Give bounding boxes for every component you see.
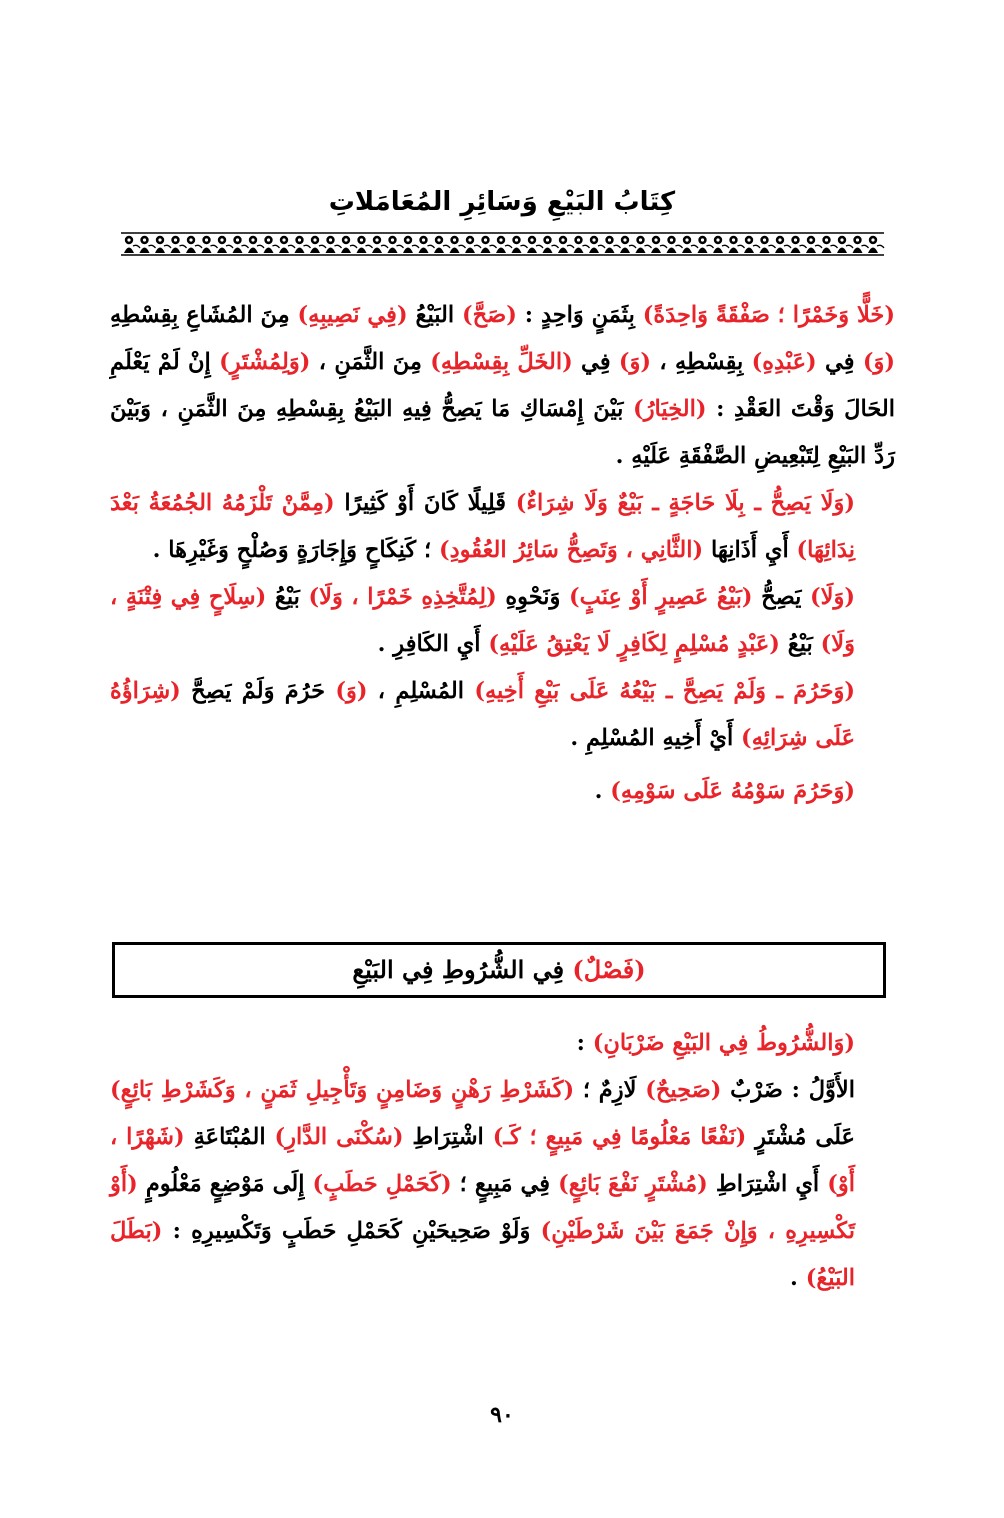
body-text: بَيْعُ [779,631,821,657]
highlighted-text: (وَ) [335,678,368,704]
highlighted-text: (وَ) [862,349,896,375]
highlighted-text: (بَطَلَ البَيْعُ) [110,1218,855,1291]
highlighted-text: (وَلَا) [810,584,855,610]
highlighted-text: (وَلَا يَصِحُّ ـ بِلَا حَاجَةٍ ـ بَيْعٌ وَلَا شِرَاءٌ) [515,490,855,516]
body-text: فِي [572,349,619,375]
body-text: مِنَ الثَّمَنِ ، [310,349,431,375]
body-text: إِنْ لَمْ يَعْلَمِ الحَالَ وَقْتَ العَقْدِ : [110,349,895,422]
body-text: البَيْعُ [407,302,462,328]
paragraph [110,668,895,762]
highlighted-text: (سُكْنَى الدَّارِ) [274,1124,404,1150]
body-text: بِثَمَنٍ وَاحِدٍ : [516,302,643,328]
page-number: ٩٠ [490,1402,514,1428]
highlighted-text: (فِي نَصِيبِهِ) [297,302,408,328]
body-text: أَيِ أَذَانِهَا [703,537,797,563]
floral-border-icon [115,228,890,260]
paragraph [110,1067,895,1302]
paragraph [110,292,895,480]
highlighted-text: (مِمَّنْ تَلْزَمُهُ الجُمُعَةُ بَعْدَ نِدَائِهَا) [110,490,855,563]
body-text: وَلَوْ صَحِيحَيْنِ كَحَمْلِ حَطَبٍ وَتَكْسِيرِهِ : [162,1218,541,1244]
section-heading-title: فِي الشُّرُوطِ فِي البَيْعِ [352,955,573,984]
section-heading-box [112,942,886,998]
paragraph [110,1020,895,1067]
highlighted-text: (صَحِيحٌ) [645,1077,722,1103]
body-text: عَلَى مُشْتَرٍ [746,1124,855,1150]
body-text: فِي [816,349,863,375]
body-text: وَنَحْوِهِ [496,584,569,610]
body-text: أَيِ اشْتِرَاطِ [707,1171,828,1197]
highlighted-text: (وَحَرُمَ سَوْمُهُ عَلَى سَوْمِهِ) [610,778,855,804]
highlighted-text: (الخَلِّ بِقِسْطِهِ) [430,349,573,375]
body-text: اشْتِرَاطِ [403,1124,493,1150]
highlighted-text: (سِلَاحٍ فِي فِتْنَةٍ ، وَلَا) [110,584,855,657]
body-text: : [576,1030,593,1056]
paragraph [110,574,895,668]
body-text: فِي مَبِيعٍ ؛ [451,1171,559,1197]
body-text: إِلَى مَوْضِعٍ مَعْلُومٍ [137,1171,313,1197]
highlighted-text: (مُشْتَرٍ نَفْعَ بَائِعٍ) [558,1171,708,1197]
highlighted-text: (صَحَّ) [462,302,517,328]
body-text: لَازِمٌ ؛ [574,1077,646,1103]
section-heading-label: (فَصْلٌ) [572,955,646,984]
highlighted-text: (وَالشُّرُوطُ فِي البَيْعِ ضَرْبَانِ) [592,1030,855,1056]
highlighted-text: (نَفْعًا مَعْلُومًا فِي مَبِيعٍ ؛ كَـ) [492,1124,747,1150]
body-text: بَيْعُ [266,584,309,610]
highlighted-text: (الخِيَارُ) [633,396,707,422]
body-text: أَيْ أَخِيهِ المُسْلِمِ . [570,725,742,751]
highlighted-text: (شِرَاؤُهُ عَلَى شِرَائِهِ) [110,678,855,751]
body-text: أَيِ الكَافِرِ . [377,631,489,657]
page-header-title: كِتَابُ البَيْعِ وَسَائِرِ المُعَامَلاتِ [328,187,676,217]
body-text: . [790,1265,806,1291]
body-text: . [594,778,611,804]
highlighted-text: (أَوْ تَكْسِيرِهِ ، وَإِنْ جَمَعَ بَيْنَ شَرْطَيْنِ) [110,1171,855,1244]
highlighted-text: (كَحَمْلِ حَطَبٍ) [312,1171,452,1197]
paragraph [110,480,895,574]
text-block-main [110,292,895,815]
body-text: المُبْتَاعَةِ [184,1124,275,1150]
body-text: مِنَ المُشَاعِ بِقِسْطِهِ [110,302,298,328]
highlighted-text: (شَهْرًا ، أَوْ) [110,1124,856,1197]
body-text: المُسْلِمِ ، [367,678,475,704]
highlighted-text: (لِمُتَّخِذِهِ خَمْرًا ، وَلَا) [308,584,497,610]
body-text: بِقِسْطِهِ ، [651,349,752,375]
body-text: قَلِيلًا كَانَ أَوْ كَثِيرًا [334,490,516,516]
body-text: ؛ كَنِكَاحٍ وَإِجَارَةٍ وَصُلْحٍ وَغَيْرِهَا . [152,537,439,563]
highlighted-text: (وَ) [618,349,652,375]
paragraph [110,768,895,815]
highlighted-text: (كَشَرْطِ رَهْنٍ وَضَامِنٍ وَتَأْجِيلِ ثَمَنٍ ، وَكَشَرْطِ بَائِعٍ) [110,1077,575,1103]
body-text: حَرُمَ وَلَمْ يَصِحَّ [180,678,336,704]
highlighted-text: (عَبْدِهِ) [751,349,817,375]
highlighted-text: (خَلًّا وَخَمْرًا ؛ صَفْقَةً وَاحِدَةً) [642,302,895,328]
highlighted-text: (بَيْعُ عَصِيرٍ أَوْ عِنَبٍ) [568,584,753,610]
body-text: بَيْنَ إِمْسَاكِ مَا يَصِحُّ فِيهِ البَيْعُ بِقِسْطِهِ مِنَ الثَّمَنِ ، وَبَيْنَ رَدِّ البَيْعِ لِتَبْعِيضِ الصَّفْقَةِ عَلَيْهِ . [110,396,895,469]
text-block-section [110,1020,895,1302]
body-text: الأَوَّلُ : ضَرْبٌ [721,1077,856,1103]
highlighted-text: (الثَّانِي ، وَتَصِحُّ سَائِرُ العُقُودِ) [438,537,704,563]
highlighted-text: (وَحَرُمَ ـ وَلَمْ يَصِحَّ ـ بَيْعُهُ عَلَى بَيْعِ أَخِيهِ) [474,678,856,704]
highlighted-text: (عَبْدٍ مُسْلِمٍ لِكَافِرٍ لَا يَعْتِقُ عَلَيْهِ) [488,631,780,657]
highlighted-text: (وَلِمُشْتَرٍ) [219,349,311,375]
body-text: يَصِحُّ [752,584,810,610]
